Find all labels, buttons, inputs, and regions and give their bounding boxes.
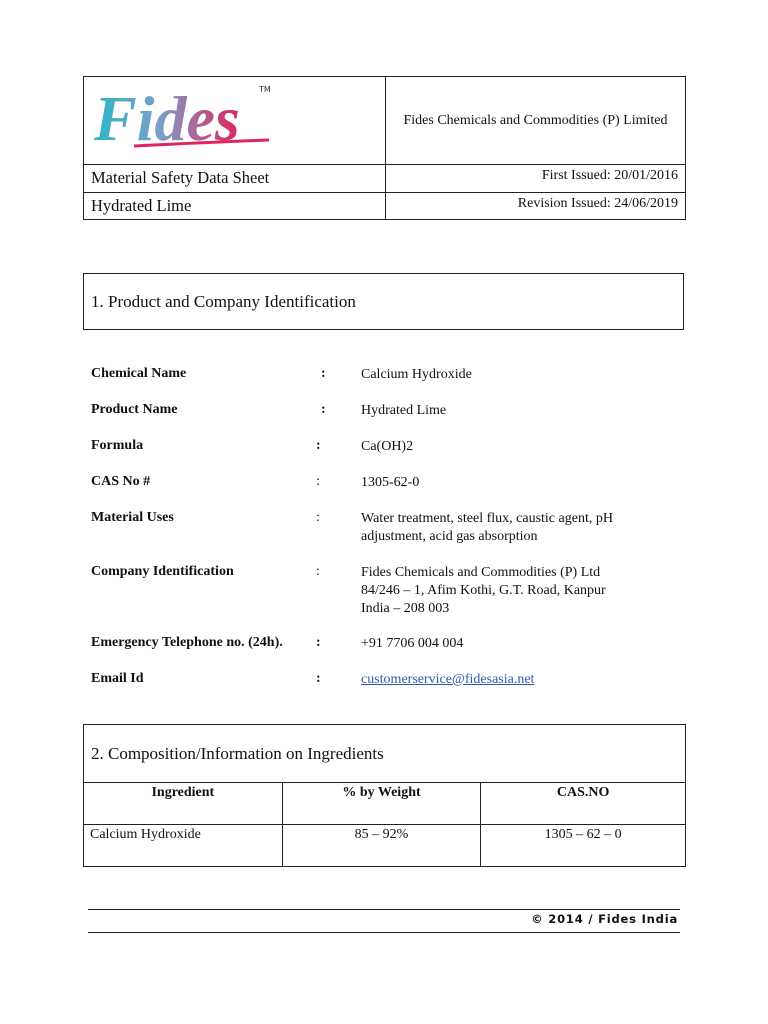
field-value: Water treatment, steel flux, caustic agent, pH adjustment, acid gas absorption (361, 511, 613, 544)
section-1-title: 1. Product and Company Identification (83, 273, 684, 330)
footer-copyright: © 2014 / Fides India (531, 912, 678, 926)
composition-table (83, 724, 686, 867)
field-label: CAS No # (91, 474, 151, 489)
product-title: Hydrated Lime (84, 192, 386, 219)
address-line: Fides Chemicals and Commodities (P) Ltd (361, 565, 601, 580)
logo-tm: TM (259, 85, 271, 94)
first-issued: First Issued: 20/01/2016 (386, 165, 686, 192)
section-2-title: 2. Composition/Information on Ingredients (84, 725, 686, 783)
field-label: Company Identification (91, 564, 234, 579)
field-value: Ca(OH)2 (361, 439, 414, 454)
email-link[interactable]: customerservice@fidesasia.net (361, 672, 535, 687)
fides-logo (94, 80, 359, 160)
logo-wordmark: Fides (94, 83, 240, 154)
field-label: Email Id (91, 671, 144, 686)
column-header: % by Weight (282, 783, 481, 825)
column-header: CAS.NO (481, 783, 686, 825)
field-label: Product Name (91, 402, 178, 417)
field-value (361, 671, 661, 689)
field-label: Chemical Name (91, 366, 187, 381)
table-cell: Calcium Hydroxide (84, 825, 283, 867)
field-value: Hydrated Lime (361, 403, 447, 418)
footer-bottom-rule (88, 932, 680, 933)
company-name: Fides Chemicals and Commodities (P) Limited (386, 77, 686, 165)
table-cell: 85 – 92% (282, 825, 481, 867)
field-value (361, 564, 661, 618)
field-value: 1305-62-0 (361, 475, 420, 490)
logo-cell (84, 77, 386, 165)
column-header: Ingredient (84, 783, 283, 825)
table-cell: 1305 – 62 – 0 (481, 825, 686, 867)
field-value: Calcium Hydroxide (361, 367, 472, 382)
address-line: India – 208 003 (361, 601, 450, 616)
field-label: Material Uses (91, 510, 174, 525)
field-value: +91 7706 004 004 (361, 636, 464, 651)
footer-top-rule (88, 909, 680, 910)
revision-issued: Revision Issued: 24/06/2019 (386, 192, 686, 219)
table-row (84, 825, 686, 867)
table-header-row (84, 783, 686, 825)
field-label: Emergency Telephone no. (24h). (91, 635, 283, 650)
field-label: Formula (91, 438, 144, 453)
header-table (83, 76, 686, 220)
doc-title: Material Safety Data Sheet (84, 165, 386, 192)
address-line: 84/246 – 1, Afim Kothi, G.T. Road, Kanpur (361, 583, 606, 598)
